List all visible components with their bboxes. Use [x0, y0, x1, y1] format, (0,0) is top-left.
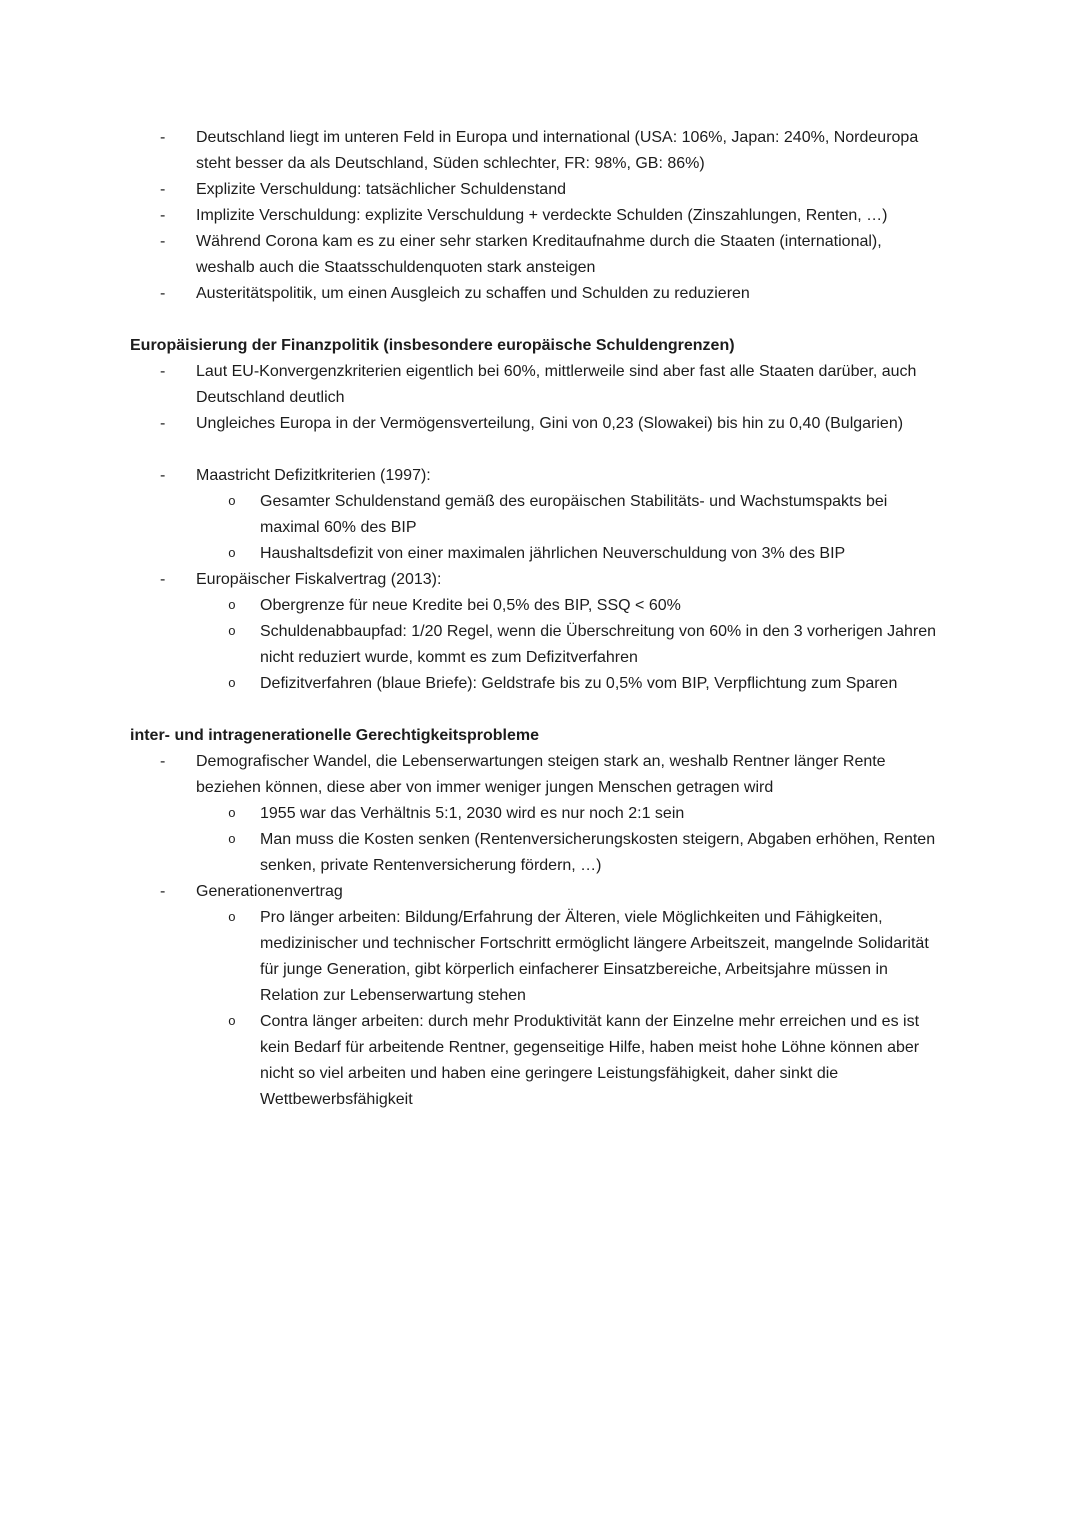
list-item-text: Defizitverfahren (blaue Briefe): Geldstrafe bis zu 0,5% vom BIP, Verpflichtung zum Sparen — [260, 675, 898, 692]
list-item-text: Generationenvertrag — [196, 883, 343, 900]
list-item — [130, 541, 940, 567]
list-item-text: Deutschland liegt im unteren Feld in Europa und international (USA: 106%, Japan: 240%, Nordeuropa steht besser da als Deutschland, Süden schlechter, FR: 98%, GB: 86%) — [196, 129, 919, 172]
list-item-text: Demografischer Wandel, die Lebenserwartungen steigen stark an, weshalb Rentner länger Rente beziehen können, diese aber von immer weniger jungen Menschen getragen wird — [196, 753, 886, 796]
dash-bullet: - — [160, 207, 166, 224]
list-item-text: Während Corona kam es zu einer sehr starken Kreditaufnahme durch die Staaten (international), weshalb auch die Staatsschuldenquoten stark ansteigen — [196, 233, 882, 276]
dash-bullet: - — [160, 753, 166, 770]
list-item — [130, 671, 940, 697]
list-item — [130, 827, 940, 879]
list-item-text: Europäischer Fiskalvertrag (2013): — [196, 571, 442, 588]
list-item — [130, 593, 940, 619]
list-item — [130, 801, 940, 827]
section-finanzpolitik — [130, 333, 940, 697]
circle-bullet: o — [228, 1014, 236, 1029]
list-item — [130, 359, 940, 411]
intro-list — [130, 125, 940, 307]
dash-bullet: - — [160, 363, 166, 380]
list-item-text: Implizite Verschuldung: explizite Verschuldung + verdeckte Schulden (Zinszahlungen, Renten, …) — [196, 207, 888, 224]
dash-bullet: - — [160, 181, 166, 198]
list-item-text: Contra länger arbeiten: durch mehr Produktivität kann der Einzelne mehr erreichen und es ist kein Bedarf für arbeitende Rentner, gegenseitige Hilfe, haben meist hohe Löhne können aber nicht so viel arbeiten und haben eine geringere Leistungsfähigkeit, daher sinkt die Wettbewerbsfähigkeit — [260, 1013, 920, 1108]
list-item — [130, 619, 940, 671]
list-item — [130, 749, 940, 801]
list-item-text: Gesamter Schuldenstand gemäß des europäischen Stabilitäts- und Wachstumspakts bei maximal 60% des BIP — [260, 493, 888, 536]
circle-bullet: o — [228, 910, 236, 925]
list-item-text: 1955 war das Verhältnis 5:1, 2030 wird es nur noch 2:1 sein — [260, 805, 685, 822]
list-item — [130, 879, 940, 905]
section-heading: inter- und intragenerationelle Gerechtigkeitsprobleme — [130, 727, 539, 744]
dash-bullet: - — [160, 883, 166, 900]
list-item-text: Austeritätspolitik, um einen Ausgleich zu schaffen und Schulden zu reduzieren — [196, 285, 750, 302]
list-item-text: Haushaltsdefizit von einer maximalen jährlichen Neuverschuldung von 3% des BIP — [260, 545, 846, 562]
list-item — [130, 203, 940, 229]
dash-bullet: - — [160, 571, 166, 588]
circle-bullet: o — [228, 676, 236, 691]
list-item — [130, 1009, 940, 1113]
list-item-text: Pro länger arbeiten: Bildung/Erfahrung der Älteren, viele Möglichkeiten und Fähigkeiten, medizinischer und technischer Fortschritt ermöglicht längere Arbeitszeit, mangelnde Solidarität für junge Generation, gibt körperlich einfacherer Einsatzbereiche, Arbeitsjahre müssen in Relation zur Lebenserwartung stehen — [260, 909, 929, 1004]
list-item-text: Man muss die Kosten senken (Rentenversicherungskosten steigern, Abgaben erhöhen, Renten senken, private Rentenversicherung fördern, …) — [260, 831, 936, 874]
list-item — [130, 567, 940, 593]
circle-bullet: o — [228, 832, 236, 847]
circle-bullet: o — [228, 494, 236, 509]
list-item-text: Laut EU-Konvergenzkriterien eigentlich bei 60%, mittlerweile sind aber fast alle Staaten darüber, auch Deutschland deutlich — [196, 363, 917, 406]
circle-bullet: o — [228, 546, 236, 561]
list-item-text: Obergrenze für neue Kredite bei 0,5% des BIP, SSQ < 60% — [260, 597, 681, 614]
section-heading: Europäisierung der Finanzpolitik (insbesondere europäische Schuldengrenzen) — [130, 337, 735, 354]
dash-bullet: - — [160, 233, 166, 250]
dash-bullet: - — [160, 285, 166, 302]
circle-bullet: o — [228, 806, 236, 821]
list-item — [130, 229, 940, 281]
list-item — [130, 905, 940, 1009]
circle-bullet: o — [228, 598, 236, 613]
list-item-text: Explizite Verschuldung: tatsächlicher Schuldenstand — [196, 181, 566, 198]
list-item — [130, 281, 940, 307]
list-item — [130, 463, 940, 489]
dash-bullet: - — [160, 415, 166, 432]
list-item — [130, 177, 940, 203]
list-item — [130, 489, 940, 541]
dash-bullet: - — [160, 467, 166, 484]
list-item-text: Schuldenabbaupfad: 1/20 Regel, wenn die Überschreitung von 60% in den 3 vorherigen Jahren nicht reduziert wurde, kommt es zum Defizitverfahren — [260, 623, 937, 666]
list-item-text: Ungleiches Europa in der Vermögensverteilung, Gini von 0,23 (Slowakei) bis hin zu 0,40 (Bulgarien) — [196, 415, 904, 432]
list-item — [130, 125, 940, 177]
dash-bullet: - — [160, 129, 166, 146]
section-gerechtigkeitsprobleme — [130, 723, 940, 1113]
list-item — [130, 411, 940, 437]
circle-bullet: o — [228, 624, 236, 639]
list-item-text: Maastricht Defizitkriterien (1997): — [196, 467, 431, 484]
